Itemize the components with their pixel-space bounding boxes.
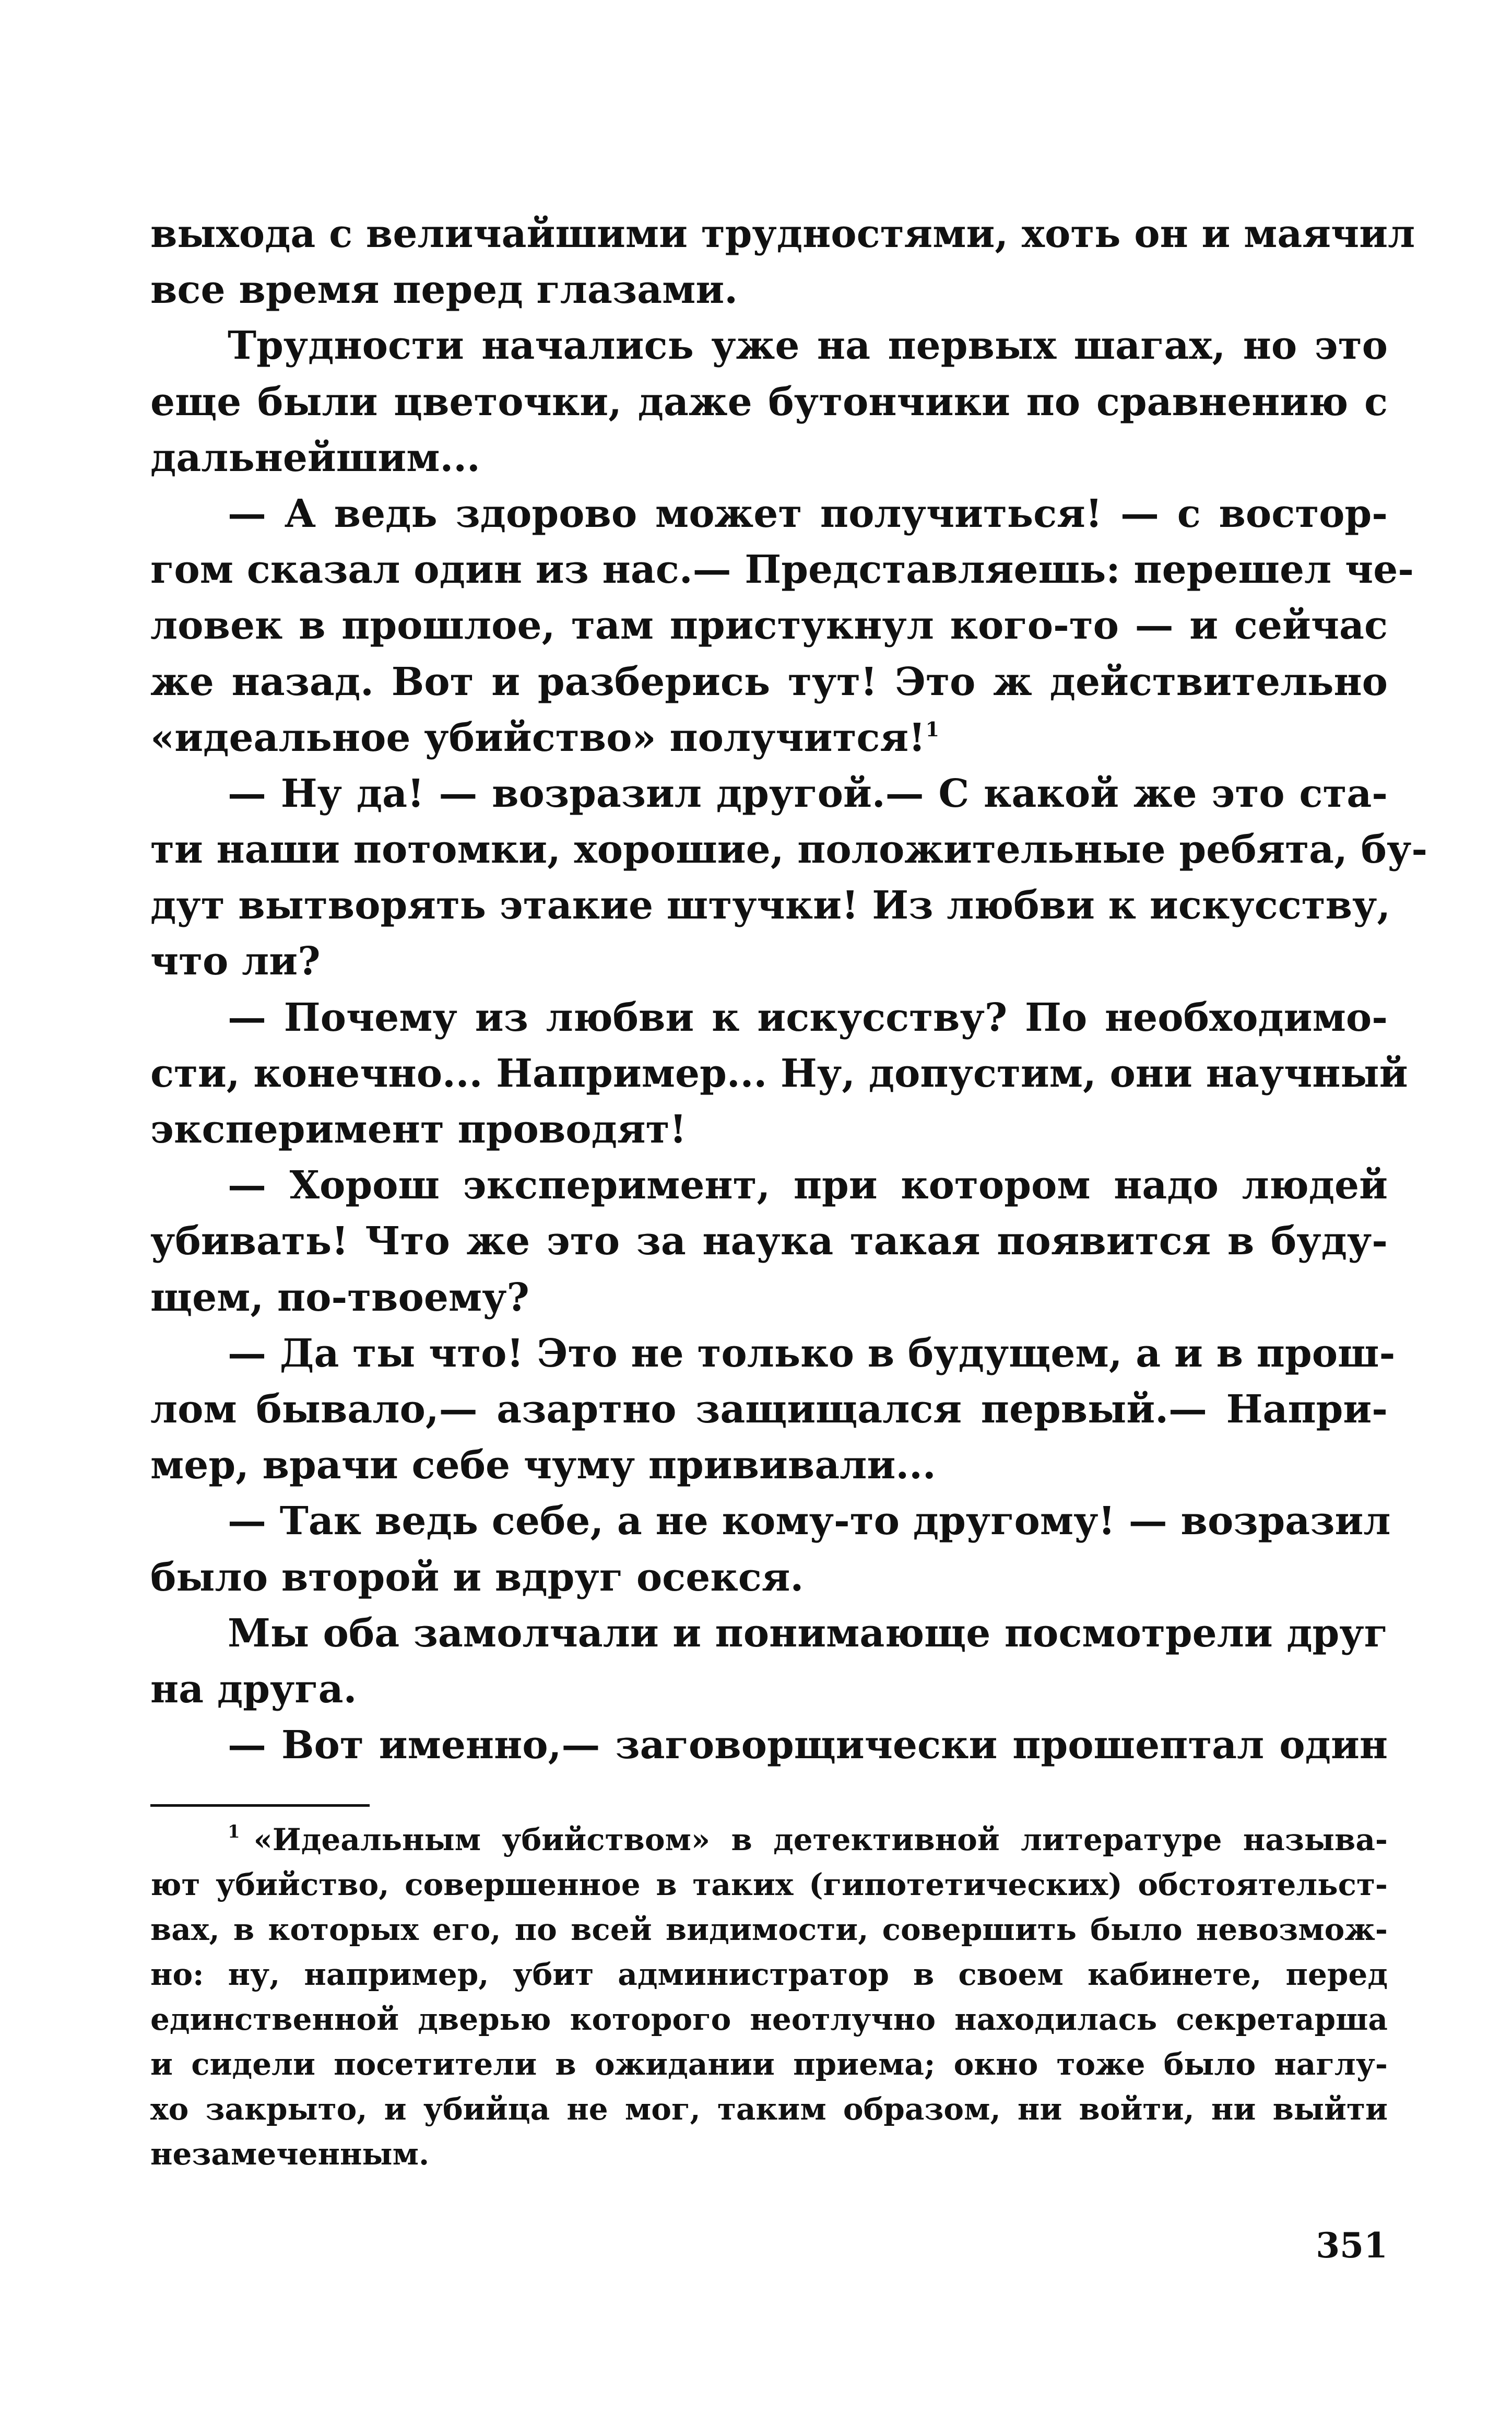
body-line-text: — Хорош эксперимент, при котором надо людей xyxy=(228,1163,1388,1208)
body-line xyxy=(150,374,1388,430)
body-line-text: Мы оба замолчали и понимающе посмотрели друг xyxy=(228,1610,1388,1656)
body-line-text: Трудности начались уже на первых шагах, но это xyxy=(228,323,1388,369)
body-line-text: убивать! Что же это за наука такая появится в буду- xyxy=(150,1219,1388,1264)
body-line xyxy=(150,262,1388,318)
footnote-line-text: вах, в которых его, по всей видимости, совершить было невозмож- xyxy=(150,1912,1388,1947)
body-line xyxy=(150,206,1415,262)
footnote-line-text: незамеченным. xyxy=(150,2136,430,2172)
body-line xyxy=(150,934,1388,990)
body-line xyxy=(150,1046,1408,1102)
body-line-text: ти наши потомки, хорошие, положительные ребята, бу- xyxy=(150,827,1428,873)
body-text xyxy=(150,206,1428,1773)
body-line-text: все время перед глазами. xyxy=(150,267,738,313)
footnote-line xyxy=(150,1817,1388,1862)
body-line xyxy=(150,542,1414,598)
body-line-text: — Так ведь себе, а не кому-то другому! — возразил xyxy=(228,1499,1391,1544)
body-line-text: — Вот именно,— заговорщически прошептал один xyxy=(228,1723,1388,1768)
body-line-text: еще были цветочки, даже бутончики по сравнению с xyxy=(150,379,1388,425)
body-line xyxy=(150,1270,1388,1326)
footnote xyxy=(150,1817,1388,2176)
footnote-line xyxy=(150,1952,1388,1997)
body-line-text: — Ну да! — возразил другой.— С какой же это ста- xyxy=(228,771,1388,816)
body-line-text: же назад. Вот и разберись тут! Это ж действительно xyxy=(150,659,1388,704)
footnote-line-text: «Идеальным убийством» в детективной литературе называ- xyxy=(253,1822,1388,1857)
body-line xyxy=(150,486,1388,542)
body-line-text: щем, по-твоему? xyxy=(150,1275,529,1320)
body-line xyxy=(150,1326,1396,1382)
body-line xyxy=(150,1214,1388,1269)
body-line-text: выхода с величайшими трудностями, хоть он и маячил xyxy=(150,211,1415,256)
footnote-reference: 1 xyxy=(925,717,940,741)
body-line-text: было второй и вдруг осекся. xyxy=(150,1555,804,1600)
body-line xyxy=(150,1438,1388,1493)
body-line xyxy=(150,654,1388,710)
body-line xyxy=(150,822,1428,878)
body-line-text: «идеальное убийство» получится! xyxy=(150,715,926,760)
body-line xyxy=(150,1662,1388,1717)
body-line xyxy=(150,1717,1388,1773)
body-line-text: эксперимент проводят! xyxy=(150,1107,687,1152)
footnote-line-text: хо закрыто, и убийца не мог, таким образом, ни войти, ни выйти xyxy=(150,2091,1388,2127)
footnote-line-text: и сидели посетители в ожидании приема; окно тоже было наглу- xyxy=(150,2046,1388,2082)
body-line xyxy=(150,990,1388,1046)
body-line-text: сти, конечно... Например... Ну, допустим, они научный xyxy=(150,1051,1408,1096)
body-line xyxy=(150,430,1388,486)
body-line-text: — Да ты что! Это не только в будущем, а и в прош- xyxy=(228,1331,1396,1376)
body-line-text: ловек в прошлое, там пристукнул кого-то — и сейчас xyxy=(150,603,1388,649)
page-number: 351 xyxy=(1316,2225,1388,2266)
body-line-text: на друга. xyxy=(150,1666,357,1712)
body-line-text: гом сказал один из нас.— Представляешь: перешел че- xyxy=(150,547,1414,593)
footnote-line-text: ют убийство, совершенное в таких (гипотетических) обстоятельст- xyxy=(150,1867,1388,1902)
footnote-line-text: но: ну, например, убит администратор в своем кабинете, перед xyxy=(150,1957,1388,1992)
footnote-line xyxy=(150,2087,1388,2132)
body-line-text: мер, врачи себе чуму прививали... xyxy=(150,1443,936,1488)
body-line-text: дут вытворять этакие штучки! Из любви к искусству, xyxy=(150,883,1391,928)
body-line xyxy=(150,1550,1388,1606)
body-line-text: — Почему из любви к искусству? По необходимо- xyxy=(228,995,1388,1040)
body-line xyxy=(150,1382,1388,1438)
body-line-text: что ли? xyxy=(150,939,321,984)
body-line xyxy=(150,766,1388,822)
body-line xyxy=(150,1102,1388,1158)
footnote-divider xyxy=(150,1804,370,1807)
footnote-line xyxy=(150,2042,1388,2087)
body-line xyxy=(150,878,1391,934)
body-line-text: — А ведь здорово может получиться! — с востор- xyxy=(228,491,1388,536)
body-line xyxy=(150,1158,1388,1214)
body-line xyxy=(150,1493,1391,1549)
footnote-line xyxy=(150,1997,1388,2042)
body-line xyxy=(150,318,1388,374)
footnote-line xyxy=(150,1907,1388,1952)
body-line xyxy=(150,598,1388,654)
footnote-line xyxy=(150,2132,1388,2176)
body-line-text: лом бывало,— азартно защищался первый.— Напри- xyxy=(150,1386,1388,1432)
body-line-text: дальнейшим... xyxy=(150,435,480,480)
body-line xyxy=(150,1606,1388,1662)
body-line xyxy=(150,710,1388,766)
footnote-line-text: единственной дверью которого неотлучно находилась секретарша xyxy=(150,2002,1388,2037)
footnote-line xyxy=(150,1862,1388,1907)
footnote-mark: 1 xyxy=(228,1821,240,1842)
